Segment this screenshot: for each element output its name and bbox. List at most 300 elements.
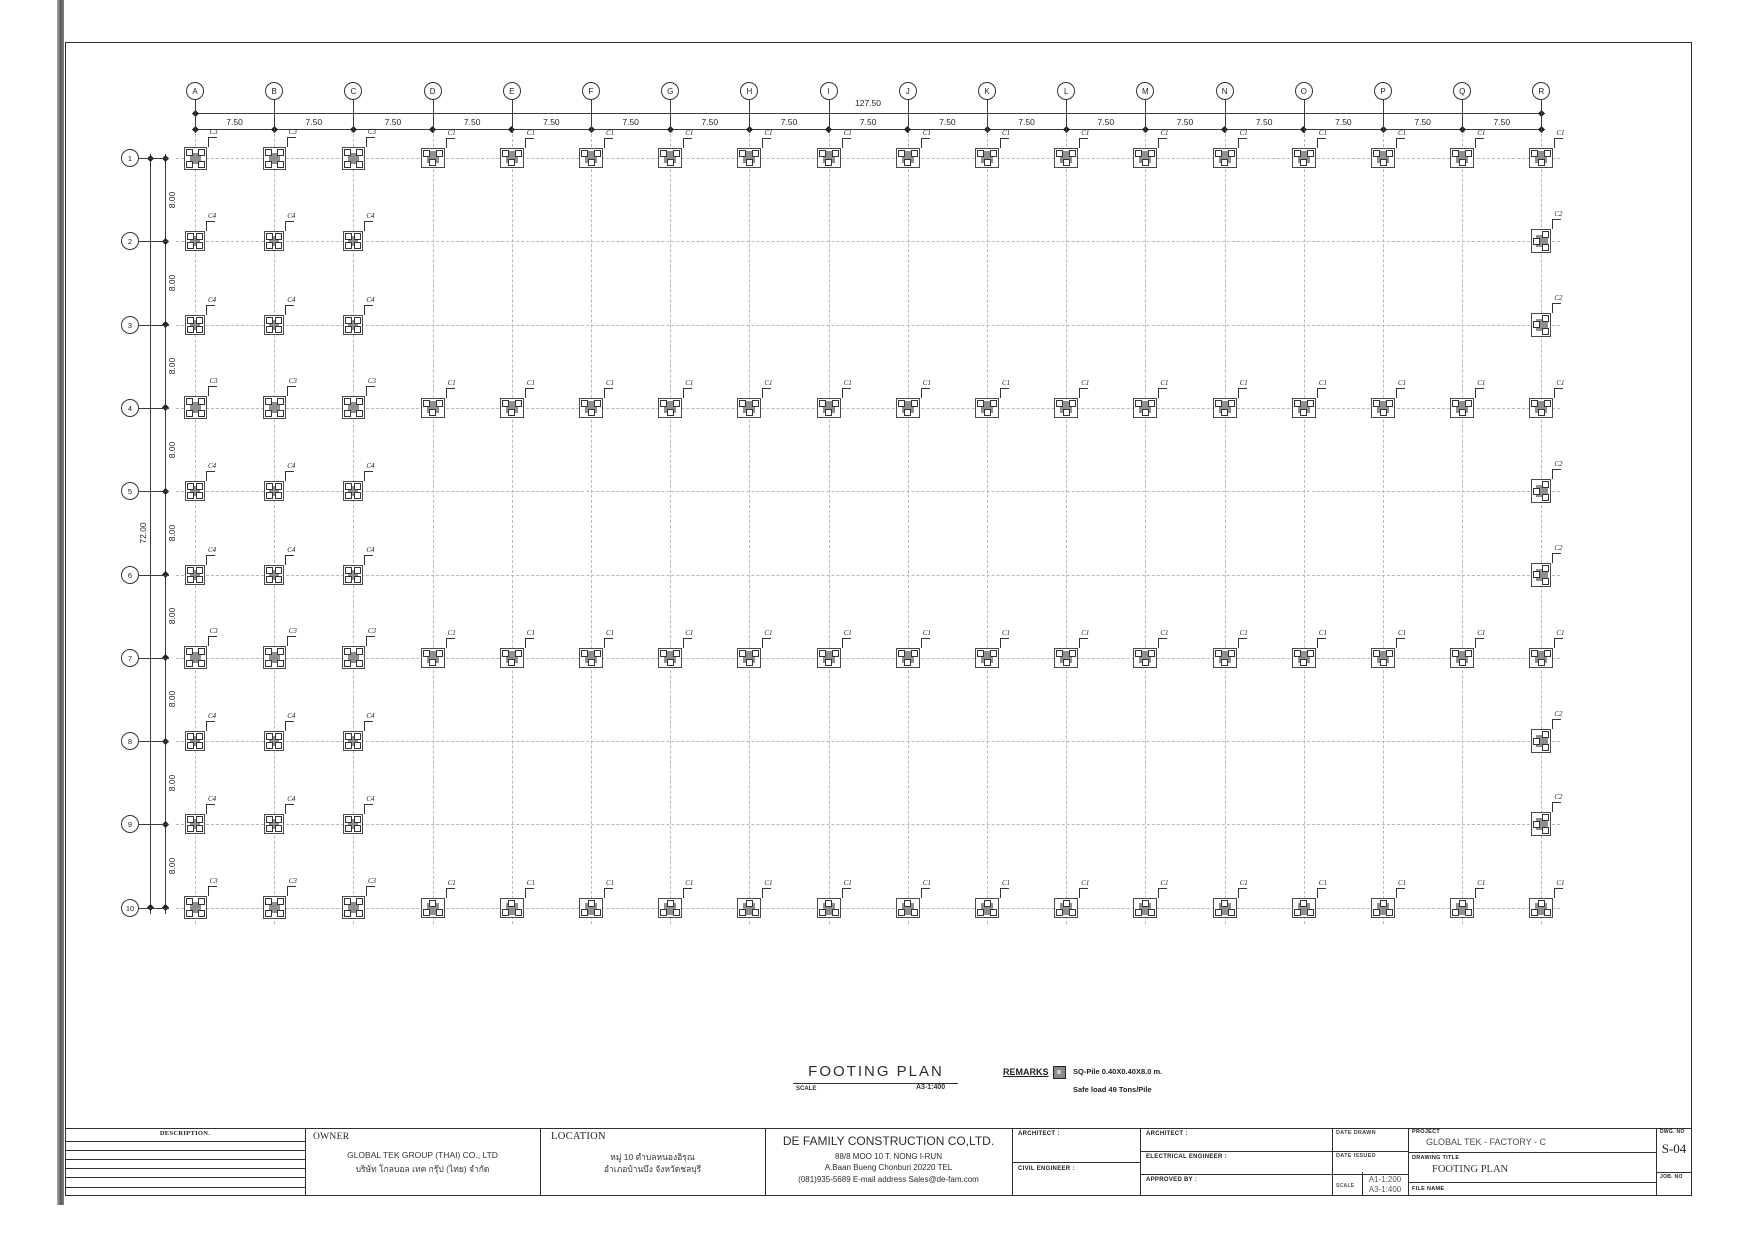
footing-leader-line	[206, 221, 215, 222]
pile-icon	[1307, 909, 1314, 916]
grid-line-vertical	[195, 134, 196, 924]
footing-type-label: C4	[287, 795, 296, 804]
footing-leader-line	[604, 638, 613, 639]
footing-leader-line	[206, 555, 215, 556]
location-line2: อำเภอบ้านบึง จังหวัดชลบุรี	[603, 1164, 702, 1174]
pile-icon	[1300, 409, 1307, 416]
pile-icon	[344, 660, 351, 667]
owner-name: GLOBAL TEK GROUP (THAI) CO., LTD	[347, 1150, 498, 1160]
footing-type-label: C4	[208, 212, 217, 221]
pile-icon	[898, 909, 905, 916]
pile-icon	[1056, 909, 1063, 916]
footing-leader-line	[285, 804, 294, 805]
footing-leader-line	[285, 804, 286, 814]
pile-icon	[1056, 400, 1063, 407]
pile-icon	[436, 650, 443, 657]
grid-row-stem	[139, 658, 169, 659]
pile-icon	[581, 400, 588, 407]
footing-leader-line	[1000, 138, 1009, 139]
pile-icon	[1542, 814, 1549, 821]
footing-leader-line	[366, 386, 375, 387]
pile-icon	[187, 733, 194, 740]
pile-icon	[1135, 650, 1142, 657]
pile-icon	[1142, 409, 1149, 416]
pile-icon	[660, 400, 667, 407]
pile-icon	[667, 659, 674, 666]
dwg-no-value: S-04	[1661, 1141, 1687, 1156]
footing-type-label: C1	[1160, 129, 1169, 137]
pile-icon	[1148, 400, 1155, 407]
pile-icon	[277, 910, 284, 917]
footing-leader-line	[206, 221, 207, 231]
pile-icon	[266, 567, 273, 574]
grid-row-bubble: 10	[121, 899, 139, 917]
footing-type-label: C2	[1554, 210, 1563, 219]
grid-row-stem	[139, 575, 169, 576]
footing-leader-line	[1554, 388, 1555, 398]
footing-leader-line	[1396, 638, 1397, 648]
footing-type-label: C1	[1556, 628, 1565, 637]
pile-icon	[344, 410, 351, 417]
footing-c1-box	[1450, 148, 1474, 168]
pile-icon	[1307, 400, 1314, 407]
footing-leader-line	[921, 638, 930, 639]
pile-icon	[429, 900, 436, 907]
pile-icon	[265, 648, 272, 655]
footing-leader-line	[287, 636, 296, 637]
footing-leader-line	[446, 638, 447, 648]
scale-a3-value: A3-1:400	[1368, 1185, 1402, 1194]
footing-leader-line	[1158, 638, 1167, 639]
footing-leader-line	[1317, 888, 1318, 898]
footing-leader-line	[208, 386, 217, 387]
footing-type-label: C1	[1477, 129, 1486, 137]
footing-c4-box	[185, 814, 205, 834]
footing-type-label: C3	[367, 877, 377, 886]
footing-leader-line	[525, 138, 534, 139]
footing-leader-line	[1317, 388, 1318, 398]
pile-icon	[984, 159, 991, 166]
title-block-vertical-rule	[1140, 1128, 1141, 1196]
description-table-rule	[65, 1177, 305, 1178]
footing-c1-box	[579, 398, 603, 418]
footing-leader-line	[1475, 388, 1484, 389]
footing-leader-line	[604, 888, 605, 898]
footing-leader-line	[1552, 303, 1561, 304]
footing-leader-line	[762, 638, 763, 648]
footing-leader-line	[287, 137, 288, 147]
footing-leader-line	[1554, 638, 1555, 648]
pile-icon	[594, 650, 601, 657]
pile-icon	[198, 149, 205, 156]
pile-icon	[436, 909, 443, 916]
footing-leader-line	[683, 138, 684, 148]
footing-leader-line	[1079, 638, 1080, 648]
grid-line-vertical	[433, 134, 434, 924]
grid-line-vertical	[1225, 134, 1226, 924]
title-block-rule	[1408, 1152, 1656, 1153]
footing-leader-line	[921, 138, 930, 139]
footing-c4-box	[185, 231, 205, 251]
pile-icon	[1221, 659, 1228, 666]
footing-leader-line	[1554, 888, 1555, 898]
pile-icon	[1063, 159, 1070, 166]
footing-c3-box	[263, 147, 286, 170]
footing-c3-box	[184, 396, 207, 419]
scale-a1-value: A1-1:200	[1368, 1175, 1402, 1184]
footing-c1-box	[1133, 148, 1157, 168]
pile-icon	[508, 900, 515, 907]
title-block-rule	[1140, 1151, 1408, 1152]
pile-icon	[345, 816, 352, 823]
footing-leader-line	[446, 388, 447, 398]
pile-icon	[660, 650, 667, 657]
pile-icon	[196, 825, 203, 832]
pile-icon	[1373, 150, 1380, 157]
footing-type-label: C1	[922, 878, 931, 887]
footing-leader-line	[364, 721, 365, 731]
pile-icon	[196, 326, 203, 333]
location-label: LOCATION	[551, 1131, 606, 1142]
pile-icon	[187, 742, 194, 749]
dimension-label-bay-width: 7.50	[384, 117, 402, 127]
dimension-label-bay-height: 8.00	[167, 191, 177, 208]
grid-line-vertical	[274, 134, 275, 924]
footing-leader-line	[1158, 638, 1159, 648]
footing-c1-box	[737, 898, 761, 918]
footing-type-label: C1	[606, 129, 615, 137]
pile-icon	[984, 900, 991, 907]
grid-line-vertical	[908, 134, 909, 924]
pile-icon	[1542, 494, 1549, 501]
grid-column-bubble: J	[899, 82, 917, 100]
footing-c1-box	[1529, 898, 1553, 918]
footing-leader-line	[921, 388, 922, 398]
footing-type-label: C1	[1160, 878, 1169, 887]
footing-type-label: C1	[447, 129, 456, 137]
footing-type-label: C1	[764, 628, 773, 637]
footing-type-label: C4	[287, 712, 296, 721]
title-block-rule	[1656, 1172, 1692, 1173]
contractor-addr1: 88/8 MOO 10 T. NONG I-RUN	[835, 1152, 942, 1161]
footing-leader-line	[446, 388, 455, 389]
pile-icon	[187, 326, 194, 333]
grid-line-horizontal	[176, 824, 1560, 825]
pile-icon	[1221, 159, 1228, 166]
footing-leader-line	[604, 388, 605, 398]
footing-leader-line	[287, 137, 296, 138]
footing-c1-box	[500, 648, 524, 668]
grid-line-horizontal	[176, 325, 1560, 326]
footing-leader-line	[1396, 888, 1405, 889]
pile-icon	[911, 650, 918, 657]
footing-c1-box	[421, 148, 445, 168]
footing-leader-line	[364, 221, 365, 231]
footing-leader-line	[1475, 638, 1484, 639]
footing-type-label: C1	[1081, 628, 1090, 637]
pile-icon	[1544, 400, 1551, 407]
contractor-addr3: (081)935-5689 E-mail address Sales@de-fam.com	[798, 1175, 979, 1184]
footing-leader-line	[921, 888, 922, 898]
pile-icon	[752, 650, 759, 657]
pile-icon	[825, 659, 832, 666]
footing-c1-box	[500, 148, 524, 168]
footing-leader-line	[525, 388, 526, 398]
footing-leader-line	[921, 888, 930, 889]
footing-leader-line	[1554, 138, 1563, 139]
footing-c1-box	[817, 148, 841, 168]
pile-icon	[752, 400, 759, 407]
footing-leader-line	[1158, 388, 1159, 398]
footing-type-label: C3	[209, 877, 218, 886]
grid-column-bubble: E	[503, 82, 521, 100]
footing-c1-box	[1213, 898, 1237, 918]
pile-icon	[819, 150, 826, 157]
pile-icon	[186, 648, 193, 655]
footing-c1-box	[1371, 898, 1395, 918]
footing-type-label: C1	[447, 378, 456, 387]
pile-icon	[832, 400, 839, 407]
footing-leader-line	[206, 471, 215, 472]
pile-icon	[356, 660, 363, 667]
footing-leader-line	[525, 388, 534, 389]
dimension-label-bay-width: 7.50	[1097, 117, 1115, 127]
footing-leader-line	[364, 471, 373, 472]
footing-c1-box	[975, 898, 999, 918]
footing-leader-line	[1238, 138, 1247, 139]
pile-icon	[196, 242, 203, 249]
pile-icon	[588, 159, 595, 166]
pile-icon	[265, 398, 272, 405]
pile-icon	[977, 909, 984, 916]
footing-type-label: C1	[1318, 378, 1327, 387]
remark-sq-pile: SQ-Pile 0.40X0.40X8.0 m.	[1073, 1067, 1163, 1076]
pile-icon	[673, 400, 680, 407]
pile-icon	[1386, 150, 1393, 157]
grid-column-bubble: N	[1216, 82, 1234, 100]
footing-type-label: C1	[1398, 378, 1407, 387]
grid-line-horizontal	[176, 658, 1560, 659]
footing-type-label: C1	[685, 878, 694, 887]
pile-icon	[345, 326, 352, 333]
footing-leader-line	[921, 388, 930, 389]
footing-leader-line	[842, 638, 843, 648]
footing-c1-box	[1450, 648, 1474, 668]
pile-icon	[1544, 909, 1551, 916]
grid-column-bubble: L	[1057, 82, 1075, 100]
owner-label: OWNER	[313, 1132, 350, 1142]
pile-icon	[356, 398, 363, 405]
footing-type-label: C1	[685, 129, 694, 137]
pile-icon	[196, 742, 203, 749]
pile-icon	[1386, 400, 1393, 407]
pile-icon	[266, 242, 273, 249]
footing-c1-box	[1292, 898, 1316, 918]
title-block-vertical-rule	[1656, 1128, 1657, 1196]
footing-c2-box	[1531, 313, 1551, 337]
grid-row-bubble: 4	[121, 399, 139, 417]
footing-type-label: C4	[208, 545, 217, 554]
grid-row-stem	[139, 491, 169, 492]
dimension-label-bay-width: 7.50	[1176, 117, 1194, 127]
grid-row-stem	[139, 408, 169, 409]
footing-leader-line	[525, 138, 526, 148]
pile-icon	[673, 150, 680, 157]
pile-icon	[198, 410, 205, 417]
footing-leader-line	[1238, 638, 1247, 639]
pile-icon	[673, 650, 680, 657]
grid-column-stem	[1383, 100, 1384, 133]
pile-icon	[581, 150, 588, 157]
pile-icon	[345, 233, 352, 240]
footing-leader-line	[1396, 138, 1397, 148]
footing-type-label: C4	[287, 212, 296, 221]
grid-column-bubble: F	[582, 82, 600, 100]
pile-icon	[660, 909, 667, 916]
pile-icon	[1459, 659, 1466, 666]
footing-leader-line	[364, 305, 365, 315]
footing-c1-box	[421, 898, 445, 918]
footing-type-label: C1	[1556, 129, 1565, 137]
pile-icon	[265, 149, 272, 156]
footing-leader-line	[762, 638, 771, 639]
pile-icon	[345, 825, 352, 832]
pile-icon	[1215, 150, 1222, 157]
pile-icon	[423, 400, 430, 407]
footing-leader-line	[206, 555, 207, 565]
footing-leader-line	[364, 721, 373, 722]
grid-column-stem	[908, 100, 909, 133]
footing-leader-line	[1396, 638, 1405, 639]
pile-icon	[354, 742, 361, 749]
pile-icon	[344, 398, 351, 405]
footing-leader-line	[1000, 388, 1001, 398]
pile-icon	[1294, 150, 1301, 157]
pile-icon	[198, 398, 205, 405]
grid-row-stem	[139, 741, 169, 742]
pile-icon	[1300, 900, 1307, 907]
footing-leader-line	[1317, 638, 1326, 639]
pile-icon	[1538, 900, 1545, 907]
footing-leader-line	[842, 638, 851, 639]
footing-c3-box	[342, 646, 365, 669]
pile-icon	[825, 159, 832, 166]
grid-line-vertical	[670, 134, 671, 924]
pile-icon	[898, 650, 905, 657]
contractor-name: DE FAMILY CONSTRUCTION CO,LTD.	[782, 1134, 995, 1148]
pile-icon	[275, 825, 282, 832]
grid-line-vertical	[1066, 134, 1067, 924]
footing-leader-line	[1396, 138, 1405, 139]
pile-icon	[1069, 400, 1076, 407]
pile-icon	[1542, 315, 1549, 322]
dimension-label-bay-width: 7.50	[859, 117, 877, 127]
footing-leader-line	[1158, 888, 1167, 889]
pile-icon	[990, 150, 997, 157]
footing-type-label: C1	[526, 129, 535, 137]
grid-row-bubble: 3	[121, 316, 139, 334]
footing-c1-box	[1133, 648, 1157, 668]
footing-type-label: C3	[367, 377, 377, 386]
pile-icon	[508, 659, 515, 666]
architect2-label: ARCHITECT :	[1146, 1131, 1188, 1137]
footing-leader-line	[285, 221, 294, 222]
pile-icon	[277, 410, 284, 417]
project-name: GLOBAL TEK - FACTORY - C	[1426, 1137, 1547, 1147]
pile-icon	[277, 149, 284, 156]
footing-type-label: C1	[1239, 628, 1248, 637]
pile-icon	[1531, 909, 1538, 916]
footing-c3-box	[184, 646, 207, 669]
footing-type-label: C1	[1239, 378, 1248, 387]
dimension-label-bay-width: 7.50	[226, 117, 243, 127]
footing-type-label: C4	[366, 712, 375, 721]
footing-leader-line	[1317, 638, 1318, 648]
footing-type-label: C1	[1556, 378, 1565, 387]
pile-icon	[354, 492, 361, 499]
footing-leader-line	[683, 888, 692, 889]
footing-type-label: C4	[208, 462, 217, 471]
footing-leader-line	[366, 886, 375, 887]
pile-icon	[1069, 909, 1076, 916]
footing-leader-line	[525, 638, 534, 639]
footing-leader-line	[1552, 219, 1561, 220]
dimension-label-bay-height: 8.00	[167, 774, 177, 792]
pile-icon	[502, 400, 509, 407]
date-drawn-label: DATE DRAWN	[1336, 1130, 1376, 1136]
grid-row-bubble: 5	[121, 482, 139, 500]
pile-icon	[275, 733, 282, 740]
footing-type-label: C3	[288, 127, 297, 136]
pile-icon	[1533, 571, 1540, 578]
footing-type-label: C3	[288, 877, 297, 886]
footing-leader-line	[1552, 802, 1561, 803]
dimension-label-bay-width: 7.50	[1414, 117, 1431, 127]
pile-icon	[345, 576, 352, 583]
pile-icon	[1538, 659, 1545, 666]
pile-icon	[356, 149, 363, 156]
approved-by-label: APPROVED BY :	[1146, 1177, 1198, 1183]
grid-row-stem	[139, 325, 169, 326]
pile-icon	[196, 816, 203, 823]
pile-icon	[429, 659, 436, 666]
grid-column-bubble: C	[344, 82, 362, 100]
footing-type-label: C1	[1477, 878, 1486, 887]
footing-leader-line	[842, 388, 851, 389]
footing-c4-box	[343, 565, 363, 585]
footing-leader-line	[842, 138, 843, 148]
job-no-label: JOB. NO	[1660, 1174, 1683, 1180]
pile-icon	[1063, 409, 1070, 416]
architect-label: ARCHITECT :	[1018, 1131, 1060, 1137]
pile-icon	[1533, 821, 1540, 828]
electrical-engineer-label: ELECTRICAL ENGINEER :	[1146, 1154, 1227, 1160]
grid-row-stem	[139, 158, 169, 159]
grid-column-stem	[1462, 100, 1463, 133]
pile-icon	[187, 816, 194, 823]
footing-type-label: C4	[287, 462, 296, 471]
footing-leader-line	[1158, 388, 1167, 389]
footing-type-label: C2	[1554, 710, 1563, 719]
pile-icon	[977, 150, 984, 157]
pile-icon	[265, 910, 272, 917]
footing-leader-line	[921, 138, 922, 148]
dimension-line-overall-top	[193, 113, 1545, 114]
pile-icon	[265, 410, 272, 417]
footing-leader-line	[1079, 888, 1080, 898]
footing-leader-line	[683, 388, 692, 389]
grid-line-horizontal	[176, 741, 1560, 742]
